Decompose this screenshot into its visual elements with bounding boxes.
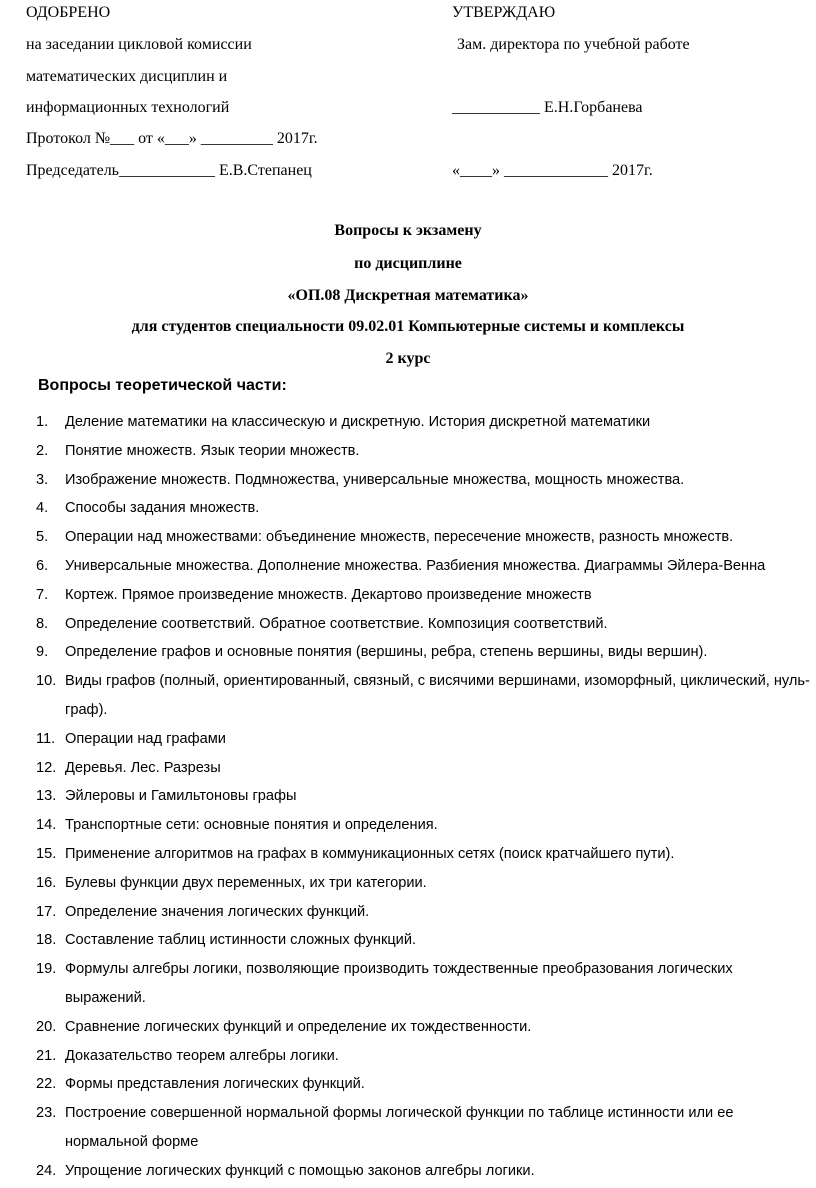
- question-number: 11.: [36, 730, 56, 747]
- question-text: Деревья. Лес. Разрезы: [65, 759, 221, 776]
- chairman-line: Председатель____________ Е.В.Степанец: [26, 162, 312, 179]
- question-number: 5.: [36, 529, 49, 546]
- question-text: Упрощение логических функций с помощью законов алгебры логики.: [65, 1162, 535, 1179]
- title-line-2: по дисциплине: [354, 255, 462, 272]
- question-text: Операции над множествами: объединение множеств, пересечение множеств, разность множеств.: [65, 529, 734, 546]
- question-text: Операции над графами: [65, 730, 226, 747]
- title-line-1: Вопросы к экзамену: [334, 222, 482, 239]
- commission-line-1: на заседании цикловой комиссии: [26, 36, 252, 53]
- deputy-position: Зам. директора по учебной работе: [457, 36, 690, 53]
- section-title: Вопросы теоретической части:: [38, 377, 287, 394]
- question-item: [36, 466, 811, 495]
- question-number: 10.: [36, 673, 57, 690]
- question-text: Кортеж. Прямое произведение множеств. Декартово произведение множеств: [65, 586, 592, 603]
- question-text: Формы представления логических функций.: [65, 1076, 365, 1093]
- question-item: [36, 1099, 811, 1157]
- approve-label: УТВЕРЖДАЮ: [452, 4, 556, 21]
- question-number: 7.: [36, 586, 49, 603]
- question-number: 21.: [36, 1047, 57, 1064]
- question-number: 15.: [36, 845, 57, 862]
- question-item: [36, 754, 811, 783]
- commission-line-2: математических дисциплин и: [26, 68, 228, 85]
- question-item: [36, 1013, 811, 1042]
- question-number: 16.: [36, 874, 57, 891]
- question-text: Определение графов и основные понятия (вершины, ребра, степень вершины, виды вершин).: [65, 644, 708, 661]
- question-item: [36, 610, 811, 639]
- question-number: 9.: [36, 644, 49, 661]
- question-text: Формулы алгебры логики, позволяющие производить тождественные преобразования логических выражений.: [65, 961, 733, 1006]
- question-text: Изображение множеств. Подмножества, универсальные множества, мощность множества.: [65, 471, 685, 488]
- question-number: 20.: [36, 1018, 57, 1035]
- question-text: Построение совершенной нормальной формы логической функции по таблице истинности или ее нормальной форме: [65, 1105, 734, 1150]
- question-item: [36, 437, 811, 466]
- commission-line-3: информационных технологий: [26, 99, 230, 116]
- title-line-5: 2 курс: [385, 350, 431, 367]
- question-text: Понятие множеств. Язык теории множеств.: [65, 442, 360, 459]
- deputy-signature: ___________ Е.Н.Горбанева: [452, 99, 643, 116]
- question-item: [36, 811, 811, 840]
- question-item: [36, 667, 811, 725]
- question-text: Универсальные множества. Дополнение множества. Разбиения множества. Диаграммы Эйлера-Венна: [65, 557, 766, 574]
- question-text: Сравнение логических функций и определение их тождественности.: [65, 1018, 532, 1035]
- question-item: [36, 926, 811, 955]
- question-number: 17.: [36, 903, 57, 920]
- questions-list: [36, 408, 811, 1186]
- protocol-line: Протокол №___ от «___» _________ 2017г.: [26, 130, 318, 147]
- question-number: 14.: [36, 817, 57, 834]
- question-item: [36, 1157, 811, 1186]
- question-item: [36, 1042, 811, 1071]
- question-number: 23.: [36, 1105, 57, 1122]
- question-item: [36, 725, 811, 754]
- title-line-3: «ОП.08 Дискретная математика»: [287, 287, 529, 304]
- question-text: Булевы функции двух переменных, их три категории.: [65, 874, 427, 891]
- question-text: Доказательство теорем алгебры логики.: [65, 1047, 339, 1064]
- question-item: [36, 523, 811, 552]
- question-item: [36, 1070, 811, 1099]
- question-text: Определение соответствий. Обратное соответствие. Композиция соответствий.: [65, 615, 608, 632]
- question-text: Применение алгоритмов на графах в коммуникационных сетях (поиск кратчайшего пути).: [65, 845, 675, 862]
- question-number: 8.: [36, 615, 49, 632]
- question-text: Способы задания множеств.: [65, 500, 260, 517]
- question-item: [36, 581, 811, 610]
- question-item: [36, 494, 811, 523]
- question-text: Виды графов (полный, ориентированный, связный, с висячими вершинами, изоморфный, циклический, нуль-граф).: [65, 673, 810, 718]
- question-item: [36, 552, 811, 581]
- question-item: [36, 782, 811, 811]
- question-number: 13.: [36, 788, 57, 805]
- title-line-4: для студентов специальности 09.02.01 Компьютерные системы и комплексы: [131, 318, 685, 335]
- question-number: 12.: [36, 759, 57, 776]
- approval-date: «____» _____________ 2017г.: [452, 162, 653, 179]
- question-item: [36, 955, 811, 1013]
- approved-label: ОДОБРЕНО: [26, 4, 111, 21]
- question-number: 6.: [36, 557, 49, 574]
- question-item: [36, 408, 811, 437]
- question-text: Составление таблиц истинности сложных функций.: [65, 932, 417, 949]
- question-item: [36, 898, 811, 927]
- question-item: [36, 840, 811, 869]
- question-item: [36, 869, 811, 898]
- question-number: 19.: [36, 961, 57, 978]
- question-number: 18.: [36, 932, 57, 949]
- question-item: [36, 638, 811, 667]
- question-text: Деление математики на классическую и дискретную. История дискретной математики: [65, 414, 651, 430]
- question-number: 24.: [36, 1162, 57, 1179]
- question-number: 2.: [36, 442, 49, 459]
- question-text: Транспортные сети: основные понятия и определения.: [65, 817, 438, 834]
- question-number: 4.: [36, 500, 49, 517]
- question-number: 22.: [36, 1076, 57, 1093]
- question-text: Эйлеровы и Гамильтоновы графы: [65, 788, 297, 805]
- question-number: 3.: [36, 471, 49, 488]
- question-number: 1.: [36, 414, 49, 430]
- question-text: Определение значения логических функций.: [65, 903, 370, 920]
